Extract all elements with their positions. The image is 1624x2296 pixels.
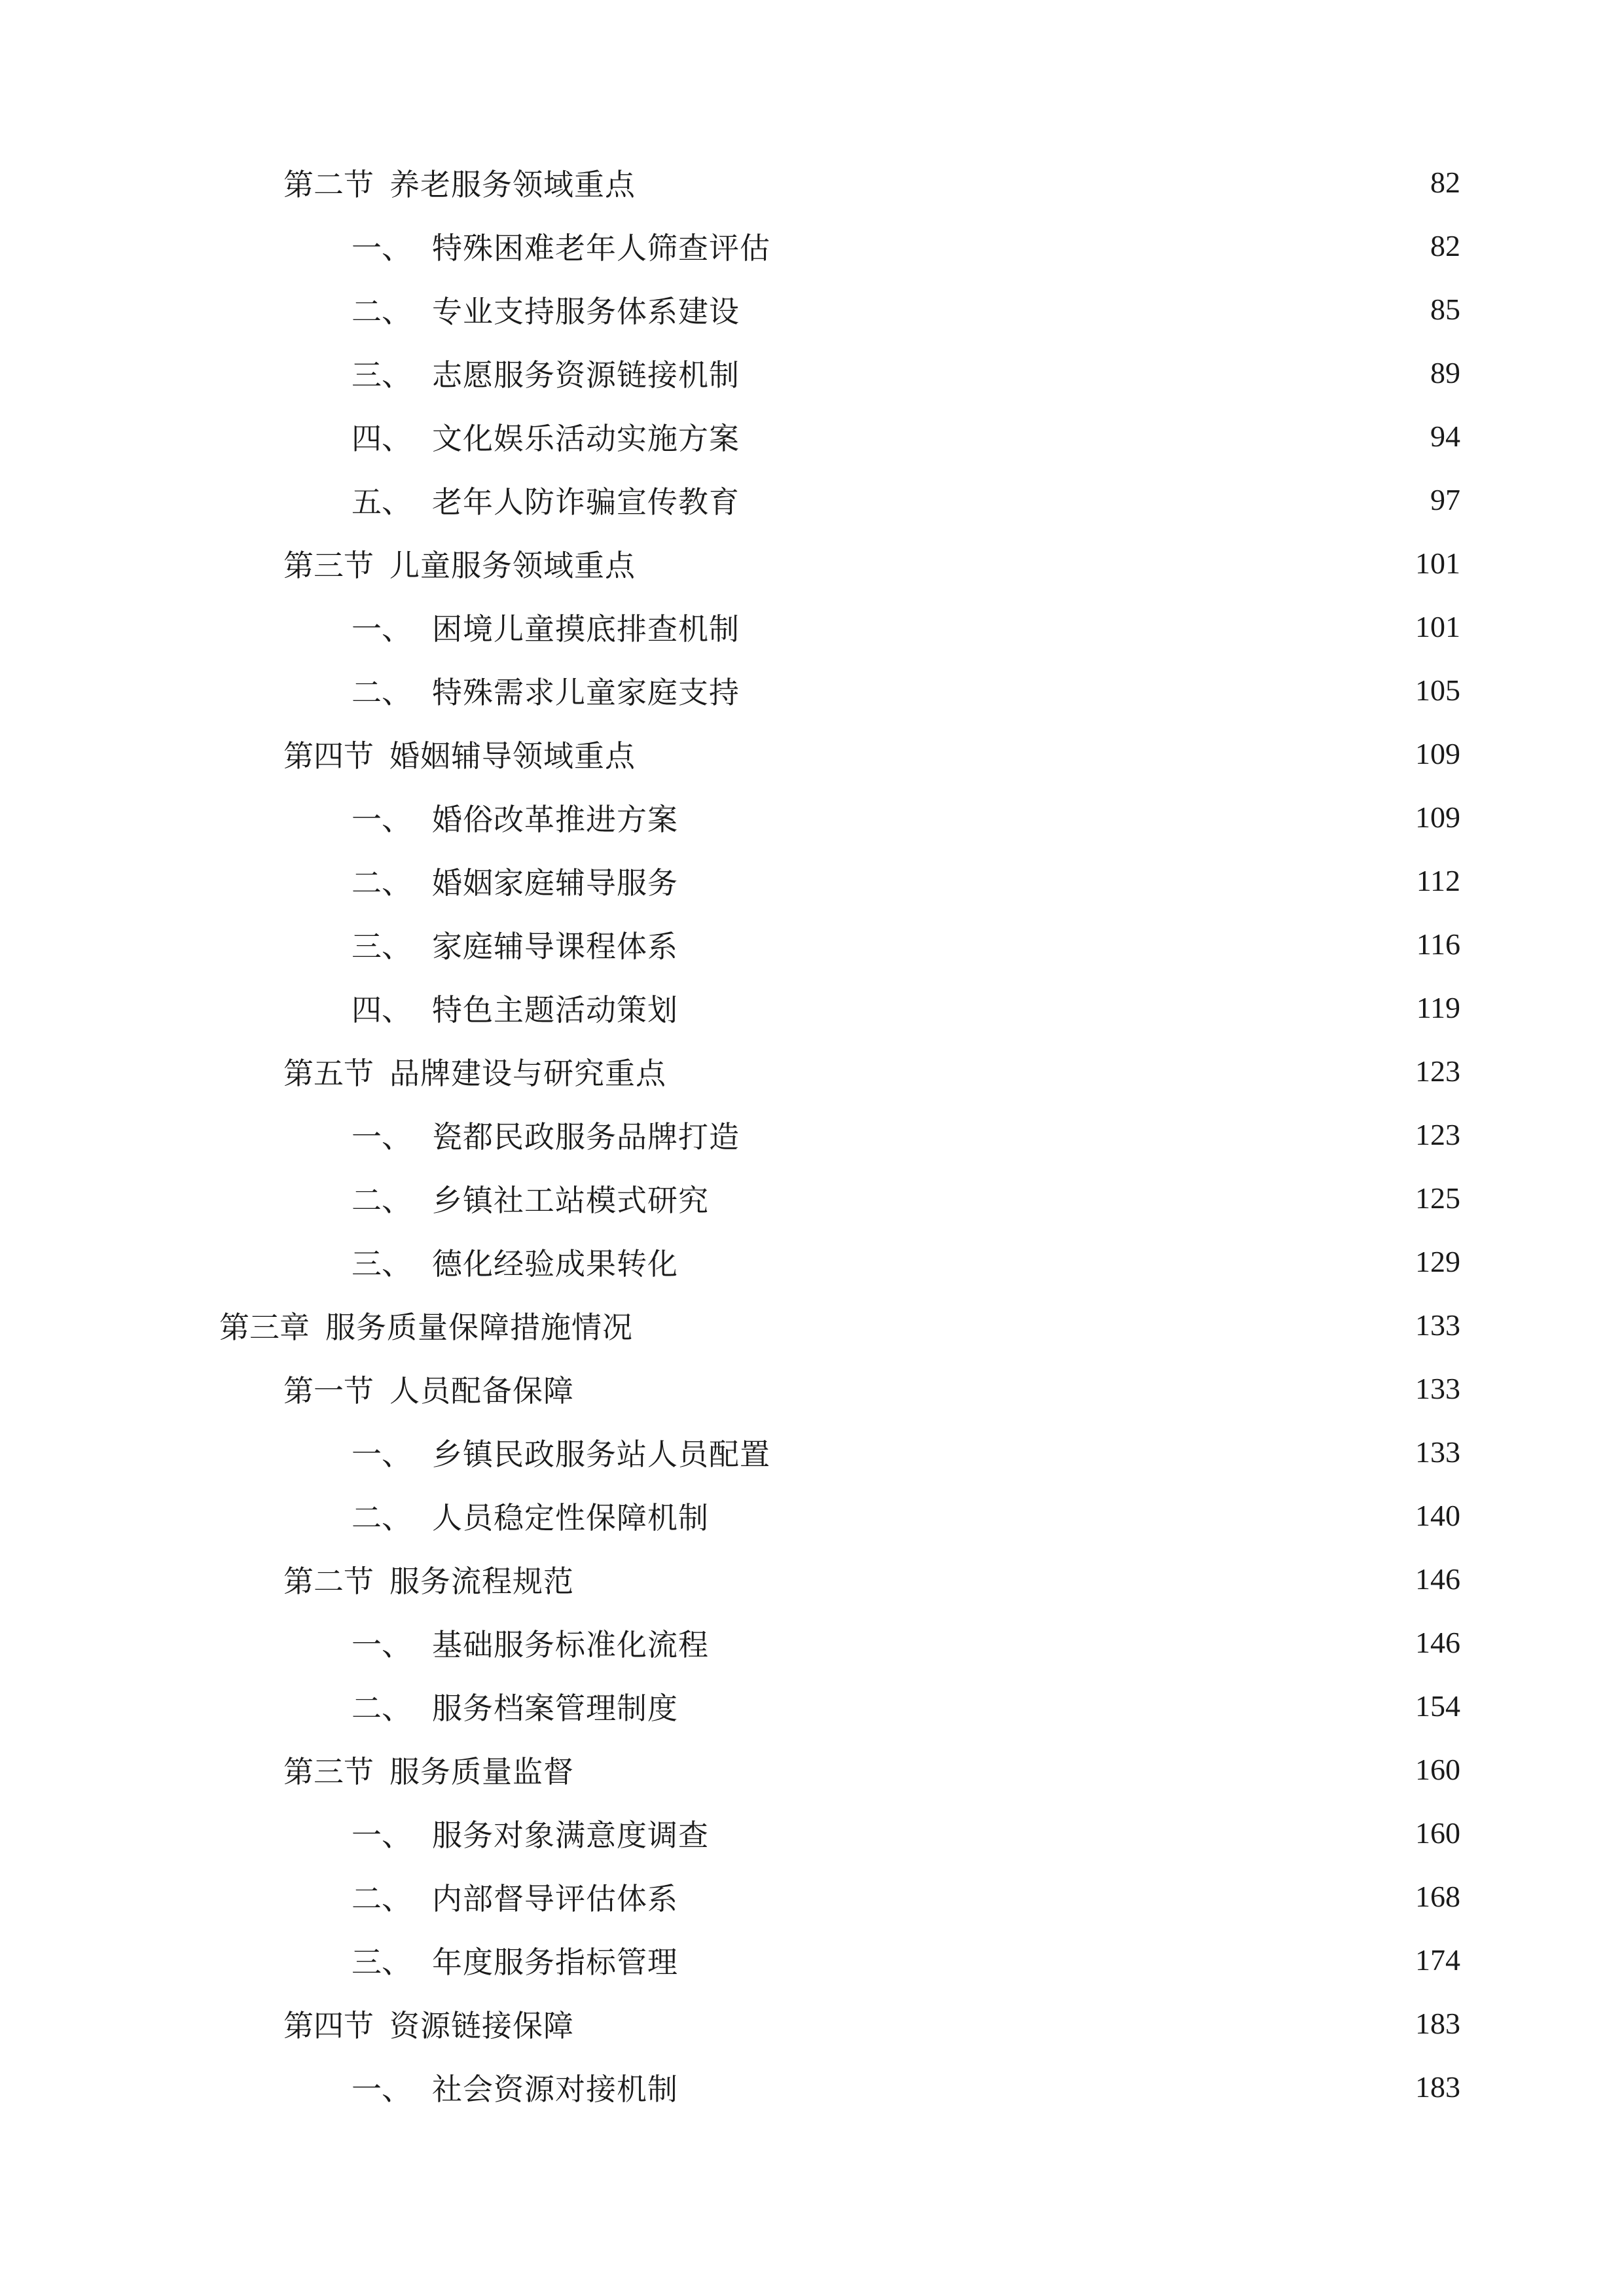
toc-entry-item[interactable] (0, 785, 1624, 849)
toc-entry-page-number: 174 (1415, 1943, 1460, 1977)
toc-entry-page-number: 154 (1415, 1689, 1460, 1723)
toc-entry-title: 特殊需求儿童家庭支持 (432, 674, 740, 710)
dot-leader (749, 358, 1403, 388)
toc-entry-title: 家庭辅导课程体系 (432, 928, 678, 964)
dot-leader (645, 739, 1403, 769)
toc-entry-number: 第二节 (283, 166, 374, 202)
toc-entry-number: 第四节 (283, 738, 374, 774)
toc-entry-title: 志愿服务资源链接机制 (432, 357, 740, 393)
toc-entry-number: 五、 (352, 484, 412, 520)
toc-entry-page-number: 119 (1416, 991, 1460, 1024)
toc-entry-item[interactable] (0, 595, 1624, 658)
dot-leader (749, 485, 1403, 515)
toc-entry-page-number: 94 (1430, 420, 1460, 453)
dot-leader (749, 1120, 1403, 1150)
toc-entry-title: 婚俗改革推进方案 (432, 801, 678, 837)
toc-entry-title: 乡镇民政服务站人员配置 (432, 1436, 770, 1472)
toc-entry-page-number: 160 (1415, 1816, 1460, 1850)
toc-entry-page-number: 146 (1415, 1562, 1460, 1596)
toc-entry-number: 四、 (352, 420, 412, 456)
toc-entry-title: 人员稳定性保障机制 (432, 1499, 709, 1535)
toc-entry-title: 基础服务标准化流程 (432, 1626, 709, 1662)
toc-entry-page-number: 129 (1415, 1245, 1460, 1278)
toc-entry-page-number: 168 (1415, 1880, 1460, 1913)
toc-entry-number: 二、 (352, 1690, 412, 1726)
dot-leader (780, 1437, 1403, 1467)
dot-leader (718, 1818, 1403, 1848)
toc-entry-page-number: 183 (1415, 2007, 1460, 2040)
toc-entry-title: 婚姻家庭辅导服务 (432, 865, 678, 901)
toc-entry-page-number: 101 (1415, 547, 1460, 580)
toc-entry-number: 四、 (352, 992, 412, 1028)
toc-entry-page-number: 183 (1415, 2070, 1460, 2104)
toc-entry-title: 乡镇社工站模式研究 (432, 1182, 709, 1218)
dot-leader (749, 422, 1403, 452)
toc-entry-page-number: 82 (1430, 166, 1460, 199)
toc-entry-number: 二、 (352, 865, 412, 901)
dot-leader (687, 1945, 1403, 1975)
toc-entry-number: 二、 (352, 293, 412, 329)
toc-entry-page-number: 109 (1415, 800, 1460, 834)
toc-entry-number: 第三节 (283, 547, 374, 583)
toc-entry-title: 服务对象满意度调查 (432, 1817, 709, 1853)
toc-entry-number: 第四节 (283, 2007, 374, 2043)
toc-entry-page-number: 133 (1415, 1372, 1460, 1405)
dot-leader (718, 1628, 1403, 1658)
toc-entry-title: 内部督导评估体系 (432, 1880, 678, 1916)
dot-leader (687, 1882, 1403, 1912)
dot-leader (687, 1247, 1403, 1277)
toc-entry-item[interactable] (0, 1166, 1624, 1230)
dot-leader (583, 1564, 1403, 1594)
table-of-contents (0, 151, 1624, 2119)
toc-entry-page-number: 146 (1415, 1626, 1460, 1659)
toc-entry-item[interactable] (0, 849, 1624, 912)
toc-entry-title: 儿童服务领域重点 (389, 547, 636, 583)
toc-entry-section[interactable] (0, 1357, 1624, 1420)
toc-entry-item[interactable] (0, 976, 1624, 1039)
dot-leader (687, 2072, 1403, 2102)
toc-entry-number: 二、 (352, 1499, 412, 1535)
toc-entry-title: 养老服务领域重点 (389, 166, 636, 202)
toc-entry-page-number: 105 (1415, 673, 1460, 707)
toc-entry-item[interactable] (0, 278, 1624, 341)
toc-entry-page-number: 140 (1415, 1499, 1460, 1532)
dot-leader (676, 1056, 1403, 1086)
toc-entry-item[interactable] (0, 1865, 1624, 1928)
toc-entry-title: 人员配备保障 (389, 1372, 574, 1408)
toc-entry-page-number: 85 (1430, 293, 1460, 326)
toc-entry-title: 婚姻辅导领域重点 (389, 738, 636, 774)
dot-leader (687, 866, 1403, 896)
toc-entry-chapter[interactable] (0, 1293, 1624, 1357)
toc-entry-item[interactable] (0, 1611, 1624, 1674)
dot-leader (687, 929, 1403, 960)
toc-entry-item[interactable] (0, 1801, 1624, 1865)
toc-entry-item[interactable] (0, 912, 1624, 976)
toc-entry-number: 一、 (352, 1817, 412, 1853)
toc-entry-title: 年度服务指标管理 (432, 1944, 678, 1980)
toc-entry-item[interactable] (0, 468, 1624, 531)
toc-entry-title: 品牌建设与研究重点 (389, 1055, 666, 1091)
toc-entry-number: 三、 (352, 1944, 412, 1980)
dot-leader (780, 231, 1403, 261)
toc-entry-section[interactable] (0, 1547, 1624, 1611)
dot-leader (642, 1310, 1403, 1340)
toc-entry-number: 一、 (352, 1119, 412, 1155)
toc-entry-number: 二、 (352, 1880, 412, 1916)
toc-entry-section[interactable] (0, 1039, 1624, 1103)
toc-entry-item[interactable] (0, 1928, 1624, 1992)
toc-entry-item[interactable] (0, 2055, 1624, 2119)
toc-entry-section[interactable] (0, 722, 1624, 785)
toc-entry-item[interactable] (0, 1103, 1624, 1166)
toc-entry-title: 服务流程规范 (389, 1563, 574, 1599)
toc-entry-number: 第一节 (283, 1372, 374, 1408)
toc-entry-item[interactable] (0, 658, 1624, 722)
toc-entry-page-number: 125 (1415, 1181, 1460, 1215)
toc-entry-title: 资源链接保障 (389, 2007, 574, 2043)
toc-entry-number: 三、 (352, 1246, 412, 1282)
dot-leader (687, 993, 1403, 1023)
toc-entry-page-number: 109 (1415, 737, 1460, 770)
toc-entry-number: 一、 (352, 611, 412, 647)
toc-entry-page-number: 101 (1415, 610, 1460, 643)
dot-leader (583, 1374, 1403, 1404)
toc-entry-item[interactable] (0, 1230, 1624, 1293)
toc-entry-number: 三、 (352, 357, 412, 393)
toc-entry-item[interactable] (0, 1674, 1624, 1738)
toc-entry-number: 一、 (352, 1626, 412, 1662)
toc-entry-page-number: 123 (1415, 1118, 1460, 1151)
toc-entry-number: 二、 (352, 1182, 412, 1218)
toc-entry-section[interactable] (0, 531, 1624, 595)
dot-leader (749, 675, 1403, 706)
toc-entry-section[interactable] (0, 1738, 1624, 1801)
toc-entry-section[interactable] (0, 1992, 1624, 2055)
toc-entry-page-number: 133 (1415, 1308, 1460, 1342)
dot-leader (687, 1691, 1403, 1721)
toc-entry-title: 德化经验成果转化 (432, 1246, 678, 1282)
toc-entry-title: 服务质量保障措施情况 (325, 1309, 633, 1345)
toc-entry-title: 服务质量监督 (389, 1753, 574, 1789)
toc-entry-page-number: 97 (1430, 483, 1460, 516)
dot-leader (749, 295, 1403, 325)
toc-entry-number: 三、 (352, 928, 412, 964)
toc-entry-page-number: 133 (1415, 1435, 1460, 1469)
toc-entry-page-number: 112 (1416, 864, 1460, 897)
toc-entry-number: 二、 (352, 674, 412, 710)
dot-leader (749, 612, 1403, 642)
toc-entry-number: 第二节 (283, 1563, 374, 1599)
toc-entry-page-number: 116 (1416, 927, 1460, 961)
toc-entry-page-number: 82 (1430, 229, 1460, 262)
toc-entry-title: 困境儿童摸底排查机制 (432, 611, 740, 647)
dot-leader (583, 1755, 1403, 1785)
dot-leader (718, 1501, 1403, 1531)
toc-entry-number: 一、 (352, 230, 412, 266)
toc-entry-page-number: 123 (1415, 1054, 1460, 1088)
toc-entry-title: 老年人防诈骗宣传教育 (432, 484, 740, 520)
toc-entry-title: 特色主题活动策划 (432, 992, 678, 1028)
toc-entry-section[interactable] (0, 151, 1624, 214)
dot-leader (718, 1183, 1403, 1213)
toc-entry-page-number: 89 (1430, 356, 1460, 389)
toc-entry-number: 一、 (352, 1436, 412, 1472)
toc-entry-page-number: 160 (1415, 1753, 1460, 1786)
dot-leader (645, 548, 1403, 579)
toc-entry-title: 瓷都民政服务品牌打造 (432, 1119, 740, 1155)
toc-entry-number: 一、 (352, 801, 412, 837)
toc-entry-item[interactable] (0, 1484, 1624, 1547)
toc-entry-number: 第三节 (283, 1753, 374, 1789)
toc-entry-title: 社会资源对接机制 (432, 2071, 678, 2107)
toc-entry-item[interactable] (0, 404, 1624, 468)
toc-entry-item[interactable] (0, 214, 1624, 278)
toc-entry-item[interactable] (0, 1420, 1624, 1484)
dot-leader (645, 168, 1403, 198)
toc-entry-number: 第三章 (219, 1309, 310, 1345)
toc-entry-title: 特殊困难老年人筛查评估 (432, 230, 770, 266)
toc-entry-title: 文化娱乐活动实施方案 (432, 420, 740, 456)
dot-leader (583, 2009, 1403, 2039)
toc-entry-title: 专业支持服务体系建设 (432, 293, 740, 329)
toc-entry-number: 第五节 (283, 1055, 374, 1091)
toc-entry-item[interactable] (0, 341, 1624, 404)
dot-leader (687, 802, 1403, 833)
toc-entry-title: 服务档案管理制度 (432, 1690, 678, 1726)
toc-entry-number: 一、 (352, 2071, 412, 2107)
